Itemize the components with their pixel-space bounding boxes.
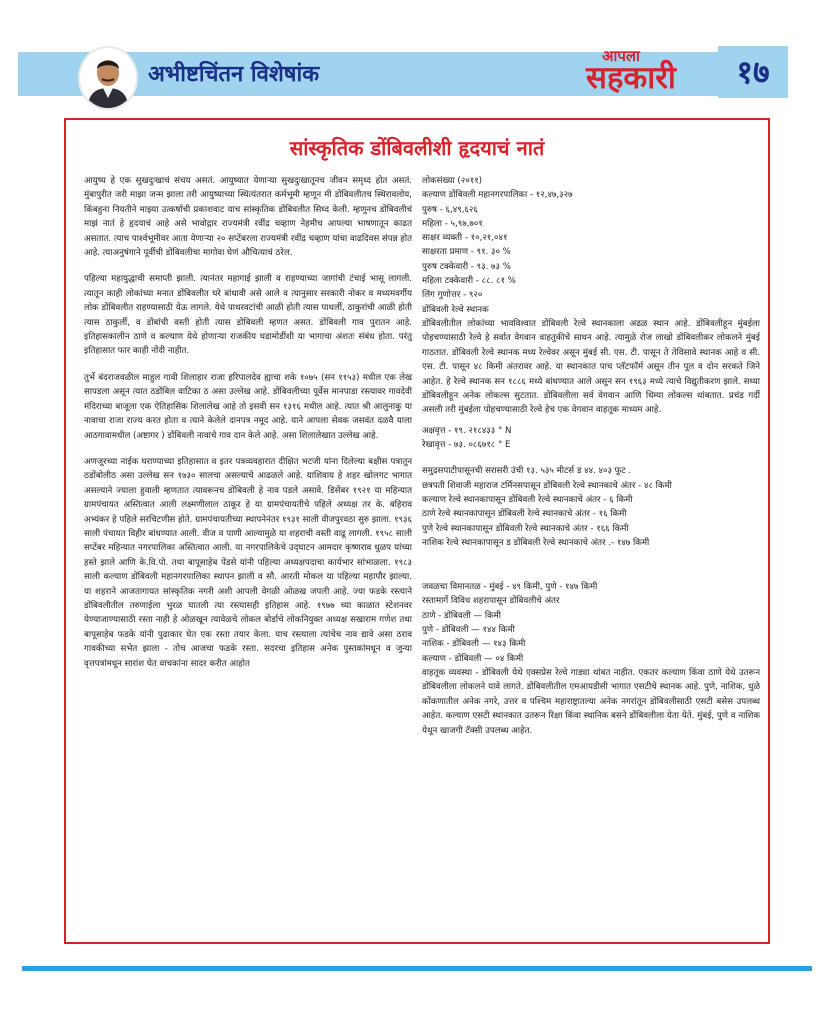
railway-paragraph: डोंबिवलीतील लोकांच्या भावविश्वात डोंबिवली रेल्वे स्थानकाला अढळ स्थान आहे. डोंबिवलीहून मुंबईला पोहचण्यासाठी रेल्वे हे सर्वात वेगवान वाहतुकीचे साधन आहे. त्यामुळे रोज लाखो डोंबिवलीकर लोकलने मुंबई गाठतात. डोंबिवली रेल्वे स्थानक मध्य रेल्वेवर असून मुंबई सी. एस. टी. पासून ते तेविसावे स्थानक आहे व सी. एस. टी. पासून ४८ किमी अंतरावर आहे. या स्थानकात पाच प्लॅटफॉर्म असून तीन पूल व दोन सरकते जिने आहेत. हे रेल्वे स्थानक सन १८८६ मध्ये बांधण्यात आले असून सन १९६३ मध्ये त्याचे विद्युतीकरण झाले. सध्या डोंबिवलीहून अनेक लोकल्स सुटतात. डोंबिवलीला सर्व वेगवान आणि धिम्या लोकल्स थांबतात. प्रचंड गर्दी असली तरी मुंबईला पोहचण्यासाठी रेल्वे हेच एक वेगवान वाहतूक माध्यम आहे.: [422, 318, 760, 416]
person-portrait-icon: [80, 48, 136, 108]
spacer: [422, 550, 760, 580]
road-distance-line: नाशिक - डोंबिवली — १४३ किमी: [422, 639, 526, 650]
special-issue-title: अभीष्टचिंतन विशेषांक: [148, 62, 320, 87]
road-distance-line: जवळचा विमानतळ - मुंबई - ४९ किमी, पुणे - १४७ किमी: [422, 582, 598, 593]
stat-line: लिंग गुणोत्तर - ९२०: [422, 290, 483, 301]
article-paragraph: पहिल्या महायुद्धाची समाप्ती झाली. त्यानंतर महागाई झाली व राहण्याच्या जागांची टंचाई भासू लागली. त्यातून काही लोकांच्या मनात डोंबिवलीत घरे बांधावी असे आले व त्यानुसार सरकारी नोकर व मध्यमवर्गीय लोक डोंबिवलीत राहण्यासाठी येऊ लागले. येथे पाथरवटांची आळी होती त्यास पाथर्ली, ठाकुरांची आळी होती त्यास ठाकुर्ली, व डोंबांची वस्ती होती त्यास डोंबिवली म्हणत असत. डोंबिवली गाव पुरातन आहे. इतिहासकालीन ठाणे व कल्याण येथे होणाऱ्या राजकीय घडामोडींशी या भागाचा अंशतः संबंध होता. परंतु इतिहासात फार काही नोंदी नाहीत.: [84, 274, 412, 357]
stat-line: कल्याण डोंबिवली महानगरपालिका - १२,४७,३२७: [422, 190, 573, 201]
stat-line: महिला - ५,९७,७०१: [422, 218, 483, 229]
article-title: सांस्कृतिक डोंबिवलीशी हृदयाचं नातं: [289, 136, 545, 160]
stat-line: पुरुष टक्केवारी - ९३. ७३ %: [422, 261, 511, 272]
article-frame: [64, 118, 770, 944]
article-paragraph: अणजूरच्या नाईक घराण्याच्या इतिहासात व इतर पत्रव्यवहारात दीक्षित भटजी यांना दिलेल्या बक्षीस पत्रातून ठडोंबोलीठ असा उल्लेख सन १७३० सालचा असल्याचे आढळले आहे. याशिवाय हे शहर खोलगट भागात असल्याने ज्याला हुवाली म्हणतात त्यावरूनच डोंबिवली हे नाव पडले असावे. डिसेंबर १९२१ या महिन्यात ग्रामपंचायत अस्तित्वात आली लक्ष्मणीलाल ठाकूर हे या ग्रामपंचायतीचे पहिले अध्यक्ष तर के. बहिराव अभ्यंकर हे पहिले सरचिटणीस होते. ग्रामपंचायतीच्या स्थापनेनंतर १९३१ साली वीजपुरवठा सुरु झाला. १९३६ साली पंचायत विहीर बांधण्यात आली. वीज व पाणी आल्यामुळे या शहराची वस्ती वाढू लागली. १९५८ साली सप्टेंबर महिन्यात नगरपालिका अस्तित्वात आली. या नगरपालिकेचे उद्‌घाटन आमदार कृष्णराव धुळप यांच्या हस्ते झाले आणि के.वि.पो. तथा बापूसाहेब पेंडसे यांनी पहिल्या अध्यक्षपदाचा कार्यभार सांभाळला. १९८३ साली कल्याण डोंबिवली महानगरपालिका स्थापन झाली व सौ. आरती मोकल या पहिल्या महापौर झाल्या. या शहराने आजतागायत सांस्कृतिक नगरी अशी आपली वेगळी ओळख जपली आहे. ज्या फडके रस्त्याने डोंबिवलीतील तरुणाईला भुरळ घातली त्या रस्त्यासही इतिहास आहे. १९७७ च्या काळात स्टेशनवर येण्याजाण्यासाठी रस्ता नाही हे ओळखून त्यावेळचे लोकल बोर्डाचे लोकनियुक्त अध्यक्ष सखाराम गणेश तथा बापूसाहेब फडके यांनी पुढाकार घेत एक रस्ता तयार केला. याच रस्त्याला त्यांचेच नाव द्यावे असा ठराव गावकीच्या सभेत झाला - तोच आजचा फडके रस्ता. सदरचा इतिहास अनेक पुस्तकांमधून व जुन्या वृत्तपत्रांमधून सारांश घेत वाचकांना सादर करीत आहोत: [84, 456, 412, 669]
page-number: १७: [718, 46, 788, 98]
article-paragraph: आयुष्य हे एक सुखदुःखाचं संचय असतं. आयुष्यात येणाऱ्या सुखदुःखातूनच जीवन समृध्द होत असतं. मुंबापुरीत जरी माझा जन्म झाला तरी आयुष्याच्या स्थित्यंतरात कर्मभूमी म्हणून मी डोंबिवलीतच स्थिरावलोय, किंबहुना नियतीने माझ्या उत्कर्षाची प्रकाशवाट याच सांस्कृतिक डोंबिवलीत सिध्द केली. म्हणूनच डोंबिवलीचं माझं नातं हे हृदयाचं आहे असे भावोद्गार राज्यमंत्री रवींद्र चव्हाण नेहमीच आपल्या भाषणातून काढत असतात. त्याच पार्श्वभूमीवर आता येणाऱ्या २० सप्टेंबरला राज्यमंत्री रवींद्र चव्हाण यांचा वाढदिवस संपन्न होत आहे. त्याअनुषंगाने पूर्वीची डोंबिवलीचा मागोवा घेणं औचित्याचं ठरेल.: [84, 176, 412, 259]
stat-line: पुरुष - ६,४९,६२६: [422, 204, 478, 215]
distance-line: कल्याण रेल्वे स्थानकापासून डोंबिवली रेल्वे स्थानकाचे अंतर - ६ किमी: [422, 495, 633, 505]
road-distance-line: कल्याण - डोंबिवली — ०४ किमी: [422, 653, 524, 664]
article-right-column: [422, 174, 760, 750]
distance-line: पुणे रेल्वे स्थानकापासून डोंबिवली रेल्वे स्थानकाचे अंतर - १६६ किमी: [422, 523, 629, 534]
latitude-line: अक्षवृत्त - १९. २१८४३३ ° N: [422, 425, 512, 436]
distance-line: समुद्रसपाटीपासूनची सरासरी उंची १३. ५३५ मीटर्स ड ४४. ४०३ फूट .: [422, 466, 632, 477]
road-distance-line: ठाणे - डोंबिवली — किमी: [422, 610, 502, 621]
stat-line: लोकसंख्या (२०११): [422, 176, 483, 186]
spacer: [422, 452, 760, 464]
longitude-line: रेखावृत्त - ७३. ०८६७१८ ° E: [422, 440, 511, 451]
bottom-rule: [22, 966, 812, 971]
road-distance-line: पुणे - डोंबिवली — १४४ किमी: [422, 625, 515, 636]
road-distance-line: रस्तामार्गे विविध शहरापासून डोंबिवलीचे अंतर: [422, 596, 560, 607]
avatar: [78, 46, 138, 110]
stat-line: डोंबिवली रेल्वे स्थानक: [422, 304, 489, 315]
article-paragraph: तुर्भे बंदराजवळील माहुल गावी शिलाहार राजा हरिपालदेव ह्याचा शके १०७५ (सन ११५३) मधील एक लेख सापडला असून त्यात ठडोंबिल वाटिका ठ असा उल्लेख आहे. डोंबिवलीच्या पूर्वेस मानपाडा रस्त्यावर गावदेवी मंदिराच्या बाजूला एक ऐतिहासिक शिलालेख आहे तो इसवी सन १३१६ मधील आहे. त्यात श्री आलुनाकु या नावाचा राजा राज्य करत होता व त्याने केलेले दानपत्र नमूद आहे. याने आपला सेवक जसवंत दळवै याला आठगावामधील (अष्टागर ) डोंबिवली नावाचे गाव दान केले आहे. असा शिलालेखात उल्लेख आहे.: [84, 372, 412, 441]
publication-brand-small: आपला: [602, 47, 640, 65]
distance-line: ठाणे रेल्वे स्थानकापासून डोंबिवली रेल्वे स्थानकाचे अंतर - १६ किमी: [422, 509, 627, 520]
publication-brand-name: सहकारी: [586, 60, 676, 96]
article-left-column: [84, 174, 412, 683]
stat-line: साक्षर व्यक्ती - १०,२१,०४१: [422, 233, 508, 244]
distance-line: नाशिक रेल्वे स्थानकापासून ड डोंबिवली रेल्वे स्थानकाचे अंतर .- १४७ किमी: [422, 537, 650, 548]
stat-line: साक्षरता प्रमाण - ९१. ३० %: [422, 247, 511, 258]
distance-line: छत्रपती शिवाजी महाराज टर्मिनसपासून डोंबिवली रेल्वे स्थानकाचे अंतर - ४८ किमी: [422, 480, 672, 491]
transport-paragraph: वाहतूक व्यवस्था - डोंबिवली येथे एक्सप्रेस रेल्वे गाड्या थांबत नाहीत. एकतर कल्याण किंवा ठाणे येथे उतरून डोंबिवलीला लोकलने यावे लागते. डोंबिवलीतील एमआयडीसी भागात एसटीचे स्थानक आहे. पुणे, नाशिक, धुळे कोंकणातील अनेक नगरे, उत्तर व पश्चिम महाराष्ट्रातल्या अनेक नगरांतून डोंबिवलीसाठी एसटी बसेस उपलब्ध आहेत. कल्याण एसटी स्थानकात उतरून रिक्षा किंवा स्थानिक बसने डोंबिवलीला येता येते. मुंबई, पुणे व नाशिक येथून खाजगी टॅक्सी उपलब्ध आहेत.: [422, 667, 760, 736]
stat-line: महिला टक्केवारी - ८८. ८१ %: [422, 276, 516, 287]
